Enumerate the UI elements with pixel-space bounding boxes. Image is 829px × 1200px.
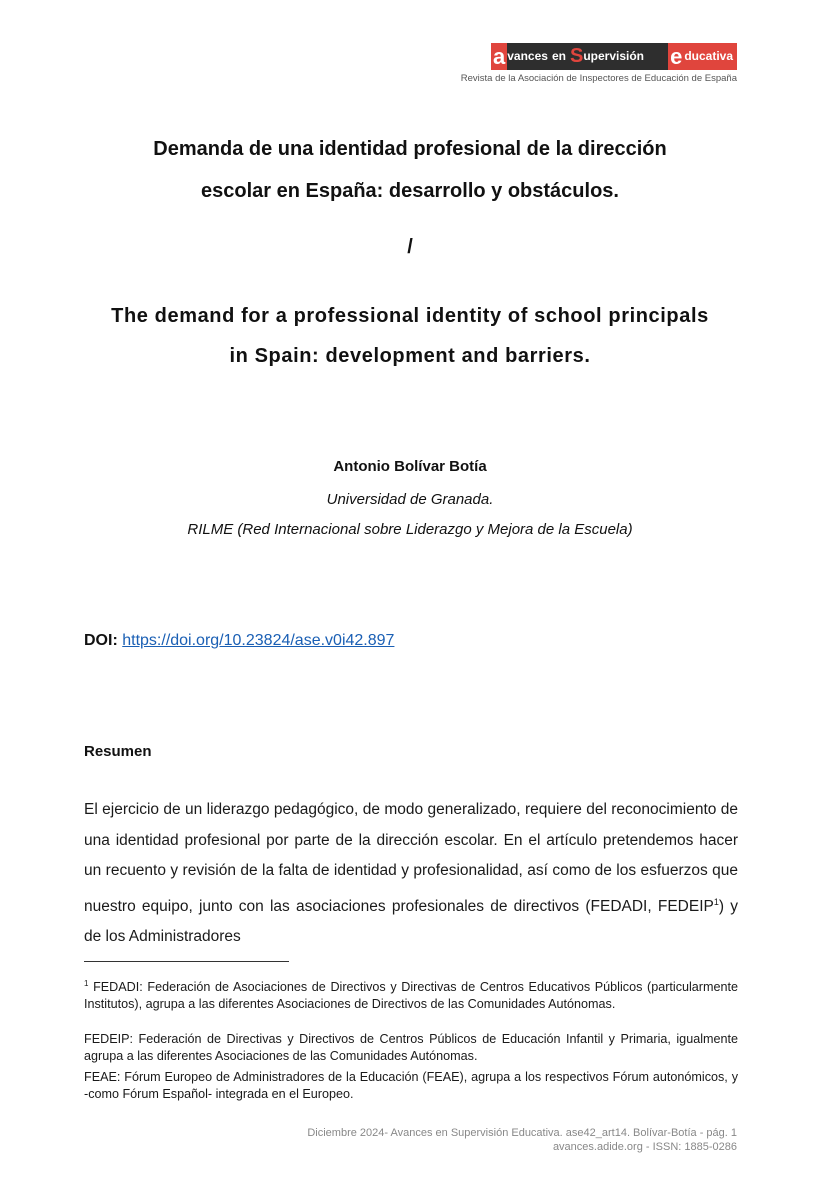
footnote-fedeip: FEDEIP: Federación de Directivas y Directivos de Centros Públicos de Educación Infantil y Primaria, igualmente agrupa a las diferentes Asociaciones de las Comunidades Autónomas. [84,1032,738,1063]
title-en-line1: The demand for a professional identity of school principals [111,305,709,327]
title-separator: / [407,236,413,258]
affiliation-rilme: RILME (Red Internacional sobre Liderazgo y Mejora de la Escuela) [187,521,633,538]
abstract-text-tail: ) y de los Administradores [84,897,738,946]
abstract-paragraph [84,795,738,953]
footnote-1-marker: 1 [84,979,89,988]
abstract-heading: Resumen [84,743,152,760]
abstract-text: El ejercicio de un liderazgo pedagógico, de modo generalizado, requiere del reconocimiento de una identidad profesional por parte de la dirección escolar. En el artículo pretendemos hacer un recuento y revisión de la falta de identidad y profesionalidad, así como de los esfuerzos que nuestro equipo, junto con las asociaciones profesionales de directivos (FEDADI, FEDEIP [84,801,738,915]
title-es-line2: escolar en España: desarrollo y obstáculos. [201,180,619,202]
footnote-1-text: FEDADI: Federación de Asociaciones de Directivos y Directivas de Centros Educativos Públicos (particularmente Institutos), agrupa a las diferentes Asociaciones de Directivos de las Comunidades Autónomas. [84,980,738,1012]
journal-subtitle: Revista de la Asociación de Inspectores de Educación de España [460,73,737,84]
logo-educativa-block [668,43,737,70]
logo-word-en: en [551,49,566,63]
footnote-divider [84,961,289,962]
doi-line [84,632,394,650]
affiliation-university: Universidad de Granada. [326,491,494,508]
doi-link[interactable]: https://doi.org/10.23824/ase.v0i42.897 [122,632,395,649]
logo-letter-a: a [493,44,506,69]
footer-issn: avances.adide.org - ISSN: 1885-0286 [552,1141,737,1153]
title-es-line1: Demanda de una identidad profesional de la dirección [153,138,667,160]
footer-citation: Diciembre 2024- Avances en Supervisión Educativa. ase42_art14. Bolívar-Botía - pág. 1 [307,1127,737,1139]
title-en-line2: in Spain: development and barriers. [229,345,591,367]
doi-label: DOI: [84,632,118,649]
logo-word-upervision: upervisión [583,49,644,63]
journal-logo [491,43,737,70]
author-name: Antonio Bolívar Botía [333,458,487,475]
footnote-ref-1[interactable]: 1 [713,896,719,907]
logo-letter-e: e [670,44,683,69]
footnote-1 [84,975,738,1013]
logo-letter-s: S [569,45,584,67]
title-english [60,296,760,376]
logo-word-ducativa: ducativa [684,49,733,63]
footnote-feae: FEAE: Fórum Europeo de Administradores de la Educación (FEAE), agrupa a los respectivos Fórum autonómicos, y -como Fórum Español- integrada en el Europeo. [84,1070,738,1101]
title-spanish [60,128,760,212]
logo-word-vances: vances [507,49,548,63]
